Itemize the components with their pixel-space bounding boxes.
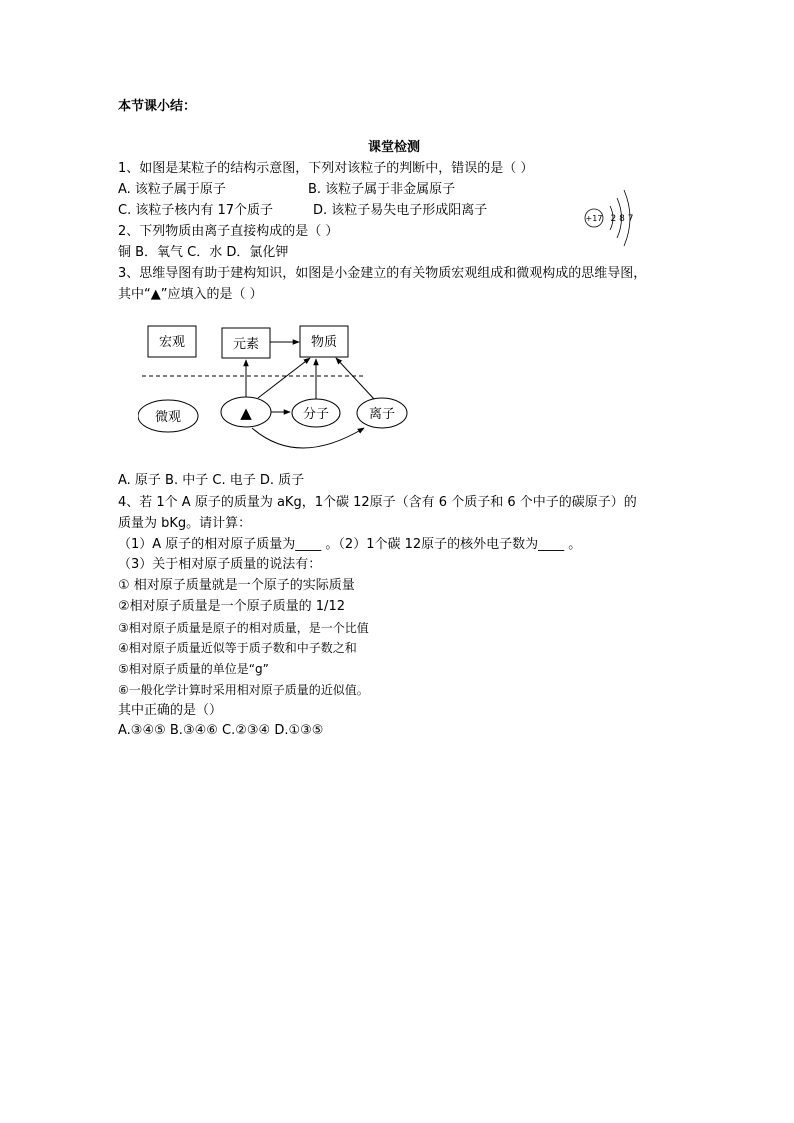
molecule-label: 分子	[302, 407, 330, 422]
q1-option-d: D. 该粒子易失电子形成阳离子	[313, 203, 488, 218]
summary-heading: 本节课小结：	[118, 99, 197, 114]
q2-options: 铜 B．氧气 C．水 D．氯化钾	[118, 245, 289, 260]
q4-statement-6: ⑥一般化学计算时采用相对原子质量的近似值。	[118, 683, 369, 697]
arrow-triangle-to-substance	[258, 358, 310, 398]
section-title: 课堂检测	[368, 140, 421, 155]
q1-option-b: B. 该粒子属于非金属原子	[308, 182, 456, 197]
arrow-triangle-to-ion	[252, 428, 364, 448]
q4-prompt: 其中正确的是（）	[118, 703, 223, 718]
q4-statement-2: ②相对原子质量是一个原子质量的 1/12	[118, 599, 345, 614]
q2-stem: 2、下列物质由离子直接构成的是（ ）	[118, 224, 339, 239]
macro-label: 宏观	[158, 335, 186, 350]
q1-option-a: A. 该粒子属于原子	[118, 182, 226, 197]
element-label: 元素	[232, 337, 260, 352]
q4-part3: （3）关于相对原子质量的说法有：	[118, 557, 322, 572]
substance-label: 物质	[310, 335, 338, 350]
micro-label: 微观	[154, 410, 182, 425]
shell-electron-counts: 2 8 7	[610, 214, 634, 224]
q3-options: A. 原子 B. 中子 C. 电子 D. 质子	[118, 473, 305, 488]
q3-stem-line2: 其中“▲”应填入的是（ ）	[118, 287, 263, 302]
triangle-symbol: ▲	[240, 404, 252, 422]
arrow-ion-to-substance	[336, 358, 374, 399]
nucleus-charge: +17	[585, 214, 603, 223]
q4-part1: （1）A 原子的相对原子质量为____ 。（2）1个碳 12原子的核外电子数为____ 。	[118, 537, 582, 552]
mind-map-diagram	[138, 318, 418, 464]
q4-statement-5: ⑤相对原子质量的单位是“g”	[118, 662, 269, 676]
q3-stem-line1: 3、思维导图有助于建构知识，如图是小金建立的有关物质宏观组成和微观构成的思维导图，	[118, 266, 647, 281]
q4-statement-1: ① 相对原子质量就是一个原子的实际质量	[118, 578, 355, 593]
q4-statement-3: ③相对原子质量是原子的相对质量，是一个比值	[118, 621, 369, 635]
q1-option-c: C. 该粒子核内有 17个质子	[118, 203, 274, 218]
q4-statement-4: ④相对原子质量近似等于质子数和中子数之和	[118, 641, 357, 655]
q1-stem: 1、如图是某粒子的结构示意图，下列对该粒子的判断中，错误的是（ ）	[118, 161, 534, 176]
atom-structure-diagram	[582, 184, 642, 252]
q4-stem-line2: 质量为 bKg。请计算：	[118, 516, 252, 531]
q4-stem-line1: 4、若 1个 A 原子的质量为 aKg，1个碳 12原子（含有 6 个质子和 6 个中子的碳原子）的	[118, 495, 637, 510]
ion-label: 离子	[368, 407, 396, 422]
q4-options: A.③④⑤ B.③④⑥ C.②③④ D.①③⑤	[118, 723, 324, 738]
